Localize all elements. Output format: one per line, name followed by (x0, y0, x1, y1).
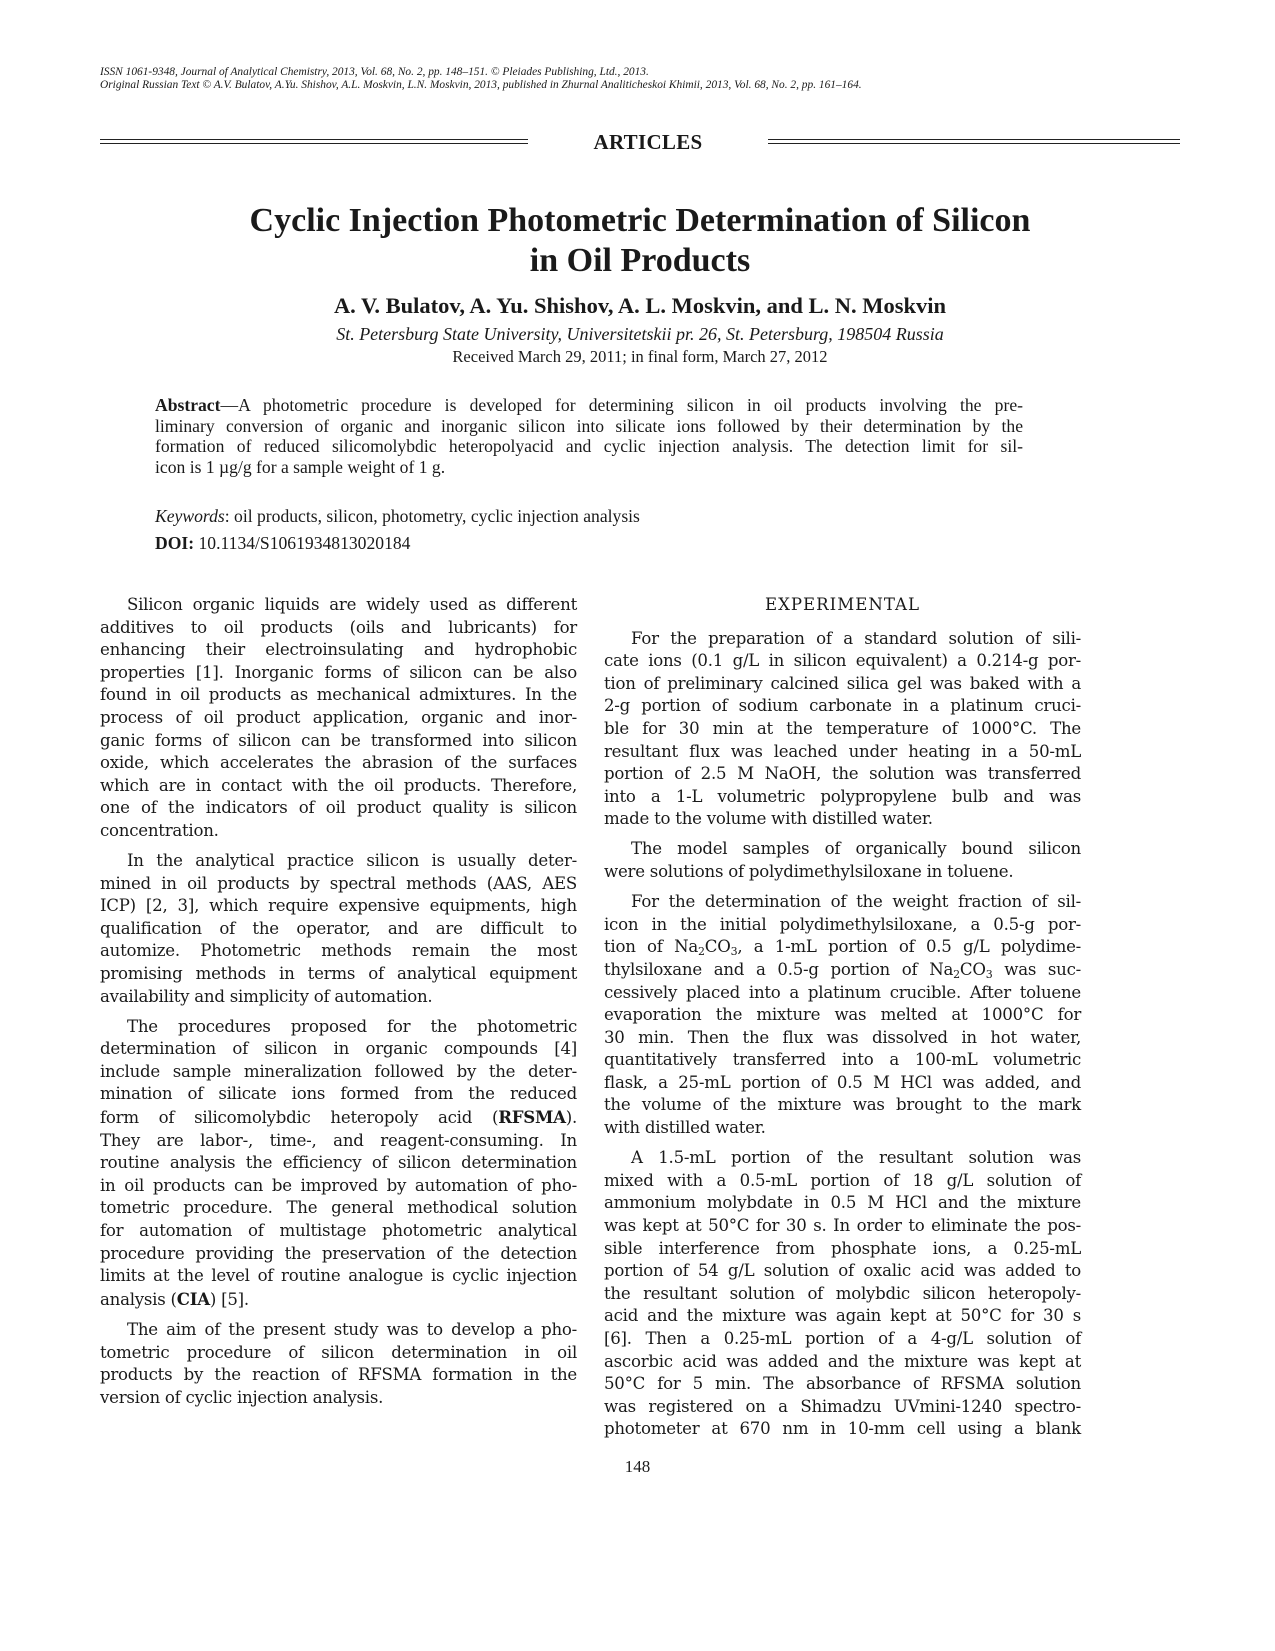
text-line: evaporation the mixture was melted at 1000°C for (604, 1005, 1081, 1025)
text-line: A 1.5-mL portion of the resultant solution was (631, 1148, 1081, 1168)
text-line: sible interference from phosphate ions, a 0.25-mL (604, 1238, 1081, 1258)
text-line: concentration. (100, 820, 219, 840)
text-line: ICP) [2, 3], which require expensive equipments, high (100, 896, 577, 916)
text-line: was registered on a Shimadzu UVmini-1240 spectro- (604, 1396, 1081, 1416)
text-line: 2-g portion of sodium carbonate in a platinum cruci- (604, 696, 1081, 716)
text-line: analysis (CIA) [5]. (100, 1288, 249, 1309)
text-line: ble for 30 min at the temperature of 1000°C. The (604, 718, 1081, 738)
text-line: promising methods in terms of analytical equipment (100, 964, 577, 983)
text-line: the volume of the mixture was brought to the mark (604, 1095, 1081, 1115)
text-line: flask, a 25-mL portion of 0.5 M HCl was added, and (604, 1072, 1081, 1092)
text-line: for automation of multistage photometric analytical (100, 1221, 577, 1241)
text-line: the resultant solution of molybdic silicon heteropoly- (604, 1283, 1081, 1303)
cia-abbrev: CIA (176, 1288, 210, 1309)
text-line: tometric procedure of silicon determination in oil (100, 1342, 577, 1362)
abstract-line: formation of reduced silicomolybdic heteropolyacid and cyclic injection analysis. The detection limit for sil- (155, 436, 1023, 457)
paragraph (100, 1319, 577, 1409)
abstract-line: icon is 1 µg/g for a sample weight of 1 g. (155, 457, 446, 478)
journal-header (100, 66, 1180, 92)
text-line: icon in the initial polydimethylsiloxane, a 0.5-g por- (604, 914, 1081, 934)
text-line: portion of 2.5 M NaOH, the solution was transferred (604, 764, 1081, 784)
text-line: For the preparation of a standard solution of sili- (631, 628, 1081, 648)
text-line: The procedures proposed for the photometric (127, 1016, 577, 1036)
text-line: tion of $Na_2CO_3$, a 1-mL portion of 0.5 g/L polydime- (604, 937, 1081, 959)
abstract-line: liminary conversion of organic and inorganic silicon into silicate ions followed by their determination by the (155, 415, 1023, 436)
text-line: in oil products can be improved by automation of pho- (100, 1175, 577, 1195)
text-line: made to the volume with distilled water. (604, 809, 933, 829)
text-line: cate ions (0.1 g/L in silicon equivalent) a 0.214-g por- (604, 651, 1081, 671)
text-line: was kept at 50°C for 30 s. In order to eliminate the pos- (604, 1215, 1081, 1235)
article-title (100, 201, 1180, 281)
text-line: with distilled water. (604, 1118, 766, 1138)
text-line: mination of silicate ions formed from the reduced (100, 1084, 577, 1104)
text-line: which are in contact with the oil products. Therefore, (100, 775, 577, 795)
paragraph (604, 628, 1081, 831)
text-line: routine analysis the efficiency of silicon determination (100, 1153, 577, 1173)
text-line: mixed with a 0.5-mL portion of 18 g/L solution of (604, 1170, 1081, 1190)
double-rule-right (768, 139, 1180, 144)
text-line: 50°C for 5 min. The absorbance of RFSMA solution (604, 1374, 1081, 1394)
text-line: one of the indicators of oil product quality is silicon (100, 798, 577, 818)
paragraph (604, 838, 1081, 883)
paragraph (604, 1147, 1081, 1441)
text-line: procedure providing the preservation of the detection (100, 1243, 577, 1263)
text-line: properties [1]. Inorganic forms of silicon can be also (100, 662, 577, 682)
text-line: qualification of the operator, and are difficult to (100, 918, 577, 938)
text-line: Silicon organic liquids are widely used as different (127, 595, 577, 614)
text-line: include sample mineralization followed by the deter- (100, 1061, 577, 1081)
text-line: found in oil products as mechanical admixtures. In the (100, 685, 577, 705)
text-line: into a 1-L volumetric polypropylene bulb and was (604, 786, 1081, 806)
text-line: resultant flux was leached under heating in a 50-mL (604, 741, 1081, 761)
text-line: limits at the level of routine analogue is cyclic injection (100, 1266, 577, 1286)
left-column (100, 594, 577, 1417)
text-line: [6]. Then a 0.25-mL portion of a 4-g/L solution of (604, 1328, 1081, 1348)
paragraph (100, 594, 577, 843)
keywords-text: : oil products, silicon, photometry, cyclic injection analysis (224, 506, 640, 526)
paragraph (604, 891, 1081, 1140)
paragraph (100, 1016, 577, 1312)
text-line: availability and simplicity of automation. (100, 986, 433, 1006)
article-title-line-2: in Oil Products (529, 242, 751, 279)
received-dates: Received March 29, 2011; in final form, March 27, 2012 (452, 347, 828, 366)
text-line: tometric procedure. The general methodical solution (100, 1198, 577, 1218)
text-line: enhancing their electroinsulating and hydrophobic (100, 640, 577, 660)
text-line: determination of silicon in organic compounds [4] (100, 1039, 577, 1059)
text-line: ganic forms of silicon can be transformed into silicon (100, 730, 577, 750)
article-title-line-1: Cyclic Injection Photometric Determination of Silicon (249, 202, 1031, 239)
text-line: oxide, which accelerates the abrasion of the surfaces (100, 753, 577, 773)
section-bar (100, 130, 1180, 156)
text-line: They are labor-, time-, and reagent-consuming. In (100, 1130, 577, 1150)
text-line: acid and the mixture was again kept at 50°C for 30 s (604, 1306, 1081, 1326)
text-line: tion of preliminary calcined silica gel was baked with a (604, 673, 1081, 693)
section-label: ARTICLES (593, 130, 703, 154)
text-line: thylsiloxane and a 0.5-g portion of $Na_2CO_3$ was suc- (604, 959, 1082, 981)
text-line: photometer at 670 nm in 10-mm cell using a blank (604, 1419, 1081, 1439)
rfsma-abbrev: RFSMA (498, 1107, 566, 1128)
text-line: In the analytical practice silicon is usually deter- (127, 851, 577, 871)
text-line: mined in oil products by spectral methods (AAS, AES (100, 873, 577, 893)
text-line: process of oil product application, organic and inor- (100, 707, 577, 727)
paragraph (100, 850, 577, 1008)
original-text-line: Original Russian Text © A.V. Bulatov, A.Yu. Shishov, A.L. Moskvin, L.N. Moskvin, 2013, published in Zhurnal Analiticheskoi Khimii, 2013, Vol. 68, No. 2, pp. 161–164. (100, 79, 862, 91)
affiliation: St. Petersburg State University, Universitetskii pr. 26, St. Petersburg, 198504 Russia (336, 324, 944, 344)
text-line: were solutions of polydimethylsiloxane in toluene. (604, 862, 1014, 882)
text-line: portion of 54 g/L solution of oxalic acid was added to (604, 1261, 1081, 1281)
page-number: 148 (624, 1457, 651, 1476)
text-line: 30 min. Then the flux was dissolved in hot water, (604, 1027, 1081, 1047)
keywords (155, 505, 1023, 527)
right-column (604, 594, 1081, 1448)
text-line: products by the reaction of RFSMA formation in the (100, 1365, 577, 1385)
text-line: ammonium molybdate in 0.5 M HCl and the mixture (604, 1193, 1081, 1213)
double-rule-left (100, 139, 528, 144)
doi (155, 532, 1023, 554)
text-line: automize. Photometric methods remain the most (100, 941, 577, 961)
authors: A. V. Bulatov, A. Yu. Shishov, A. L. Moskvin, and L. N. Moskvin (333, 293, 947, 318)
journal-citation-line: ISSN 1061-9348, Journal of Analytical Chemistry, 2013, Vol. 68, No. 2, pp. 148–151. © Pleiades Publishing, Ltd., 2013. (100, 66, 649, 78)
text-line: The aim of the present study was to develop a pho- (127, 1319, 577, 1339)
abstract (155, 395, 1023, 478)
keywords-label: Keywords (155, 506, 225, 526)
text-line: version of cyclic injection analysis. (100, 1387, 384, 1407)
abstract-label: Abstract (155, 395, 221, 415)
text-line: form of silicomolybdic heteropoly acid (RFSMA). (100, 1107, 577, 1128)
text-line: quantitatively transferred into a 100-mL volumetric (604, 1050, 1081, 1070)
experimental-heading: EXPERIMENTAL (764, 595, 921, 614)
text-line: The model samples of organically bound silicon (631, 839, 1081, 859)
text-line: additives to oil products (oils and lubricants) for (100, 617, 577, 637)
abstract-line: Abstract—A photometric procedure is developed for determining silicon in oil products involving the pre- (155, 395, 1023, 415)
doi-text: 10.1134/S1061934813020184 (194, 533, 411, 553)
text-line: ascorbic acid was added and the mixture was kept at (604, 1351, 1081, 1371)
text-line: For the determination of the weight fraction of sil- (631, 892, 1081, 912)
text-line: cessively placed into a platinum crucible. After toluene (604, 982, 1081, 1002)
doi-label: DOI: (155, 533, 195, 553)
